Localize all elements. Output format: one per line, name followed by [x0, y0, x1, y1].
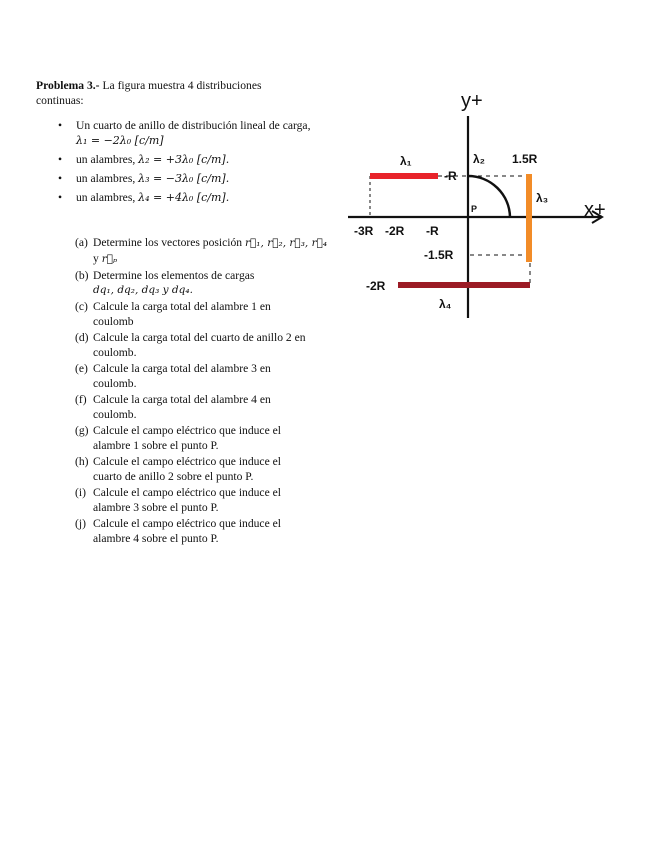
question-text: Calcule el campo eléctrico que induce el — [93, 424, 281, 437]
question-text-cont: alambre 1 sobre el punto P. — [93, 439, 219, 452]
tick-label-1.5R: 1.5R — [512, 152, 538, 166]
question-text: Determine los elementos de cargas — [93, 269, 255, 282]
question-text: Calcule la carga total del alambre 3 en — [93, 362, 271, 375]
problem-intro-continuation: continuas: — [36, 94, 84, 107]
problem-text-column — [36, 78, 341, 547]
lambda1-label: λ₁ — [400, 154, 412, 168]
question-item — [36, 330, 341, 360]
question-list — [36, 235, 341, 546]
bullet-math: λ₂ = +3λ₀ [c/m]. — [138, 153, 230, 166]
problem-heading — [36, 78, 341, 93]
bullet-math: λ₄ = +4λ₀ [c/m]. — [138, 191, 230, 204]
tick-label-minus3R: -3R — [354, 224, 374, 238]
bullet-icon: • — [58, 119, 63, 132]
question-text-cont: y — [93, 252, 99, 265]
bullet-icon: • — [58, 153, 63, 166]
problem-label: Problema 3.- — [36, 79, 100, 92]
question-text: Calcule la carga total del alambre 1 en — [93, 300, 271, 313]
list-item — [36, 171, 341, 186]
bullet-text: Un cuarto de anillo de distribución lineal de carga, — [76, 119, 311, 132]
problem-intro: La figura muestra 4 distribuciones — [99, 79, 262, 92]
question-math: dq₁, dq₂, dq₃ y dq₄. — [93, 284, 193, 296]
question-text-cont: alambre 4 sobre el punto P. — [93, 532, 219, 545]
question-text: Calcule el campo eléctrico que induce el — [93, 486, 281, 499]
question-item — [36, 361, 341, 391]
tick-label-minus1.5R: -1.5R — [424, 248, 454, 262]
question-text-cont: coulomb. — [93, 408, 137, 421]
question-item — [36, 485, 341, 515]
bullet-math: λ₁ = −2λ₀ [c/m] — [76, 134, 164, 147]
question-item — [36, 454, 341, 484]
bullet-text: un alambres, — [76, 153, 136, 166]
question-text: Determine los vectores posición — [93, 236, 243, 249]
question-label: (c) — [75, 300, 88, 313]
question-label: (e) — [75, 362, 88, 375]
question-item — [36, 516, 341, 546]
question-text-cont: cuarto de anillo 2 sobre el punto P. — [93, 470, 254, 483]
question-text: Calcule el campo eléctrico que induce el — [93, 517, 281, 530]
question-label: (a) — [75, 236, 88, 249]
lambda4-label: λ₄ — [439, 297, 452, 311]
wire-4 — [398, 282, 530, 288]
y-axis-label: y+ — [461, 90, 483, 112]
bullet-icon: • — [58, 172, 63, 185]
question-item — [36, 235, 341, 267]
question-text: Calcule la carga total del alambre 4 en — [93, 393, 271, 406]
list-item — [36, 190, 341, 205]
question-text: Calcule la carga total del cuarto de anillo 2 en — [93, 331, 306, 344]
x-axis-label: x+ — [584, 199, 606, 221]
tick-label-R: -R — [444, 169, 457, 183]
question-text-cont: coulomb. — [93, 377, 137, 390]
question-item — [36, 392, 341, 422]
charge-distribution-figure — [340, 80, 620, 320]
tick-label-minusR: -R — [426, 224, 439, 238]
list-item — [36, 118, 341, 148]
lambda2-label: λ₂ — [473, 152, 486, 166]
lambda3-label: λ₃ — [536, 191, 549, 205]
question-text-cont: coulomb. — [93, 346, 137, 359]
question-math: r⃗ₚ — [101, 253, 118, 265]
list-item — [36, 152, 341, 167]
question-label: (i) — [75, 486, 86, 499]
bullet-text: un alambres, — [76, 172, 136, 185]
question-text-cont: alambre 3 sobre el punto P. — [93, 501, 219, 514]
question-item — [36, 299, 341, 329]
question-label: (f) — [75, 393, 87, 406]
question-math: r⃗₁, r⃗₂, r⃗₃, r⃗₄ — [244, 237, 328, 249]
question-label: (h) — [75, 455, 89, 468]
question-label: (g) — [75, 424, 89, 437]
wire-3 — [526, 174, 532, 262]
question-item — [36, 268, 341, 298]
bullet-icon: • — [58, 191, 63, 204]
point-P-label: P — [471, 204, 478, 214]
question-label: (b) — [75, 269, 89, 282]
question-label: (d) — [75, 331, 89, 344]
tick-label-minus2R-y: -2R — [366, 279, 386, 293]
bullet-text: un alambres, — [76, 191, 136, 204]
question-text: Calcule el campo eléctrico que induce el — [93, 455, 281, 468]
question-item — [36, 423, 341, 453]
wire-1 — [370, 173, 438, 179]
question-text-cont: coulomb — [93, 315, 134, 328]
distribution-list — [36, 118, 341, 205]
question-label: (j) — [75, 517, 86, 530]
bullet-math: λ₃ = −3λ₀ [c/m]. — [138, 172, 230, 185]
tick-label-minus2R: -2R — [385, 224, 405, 238]
